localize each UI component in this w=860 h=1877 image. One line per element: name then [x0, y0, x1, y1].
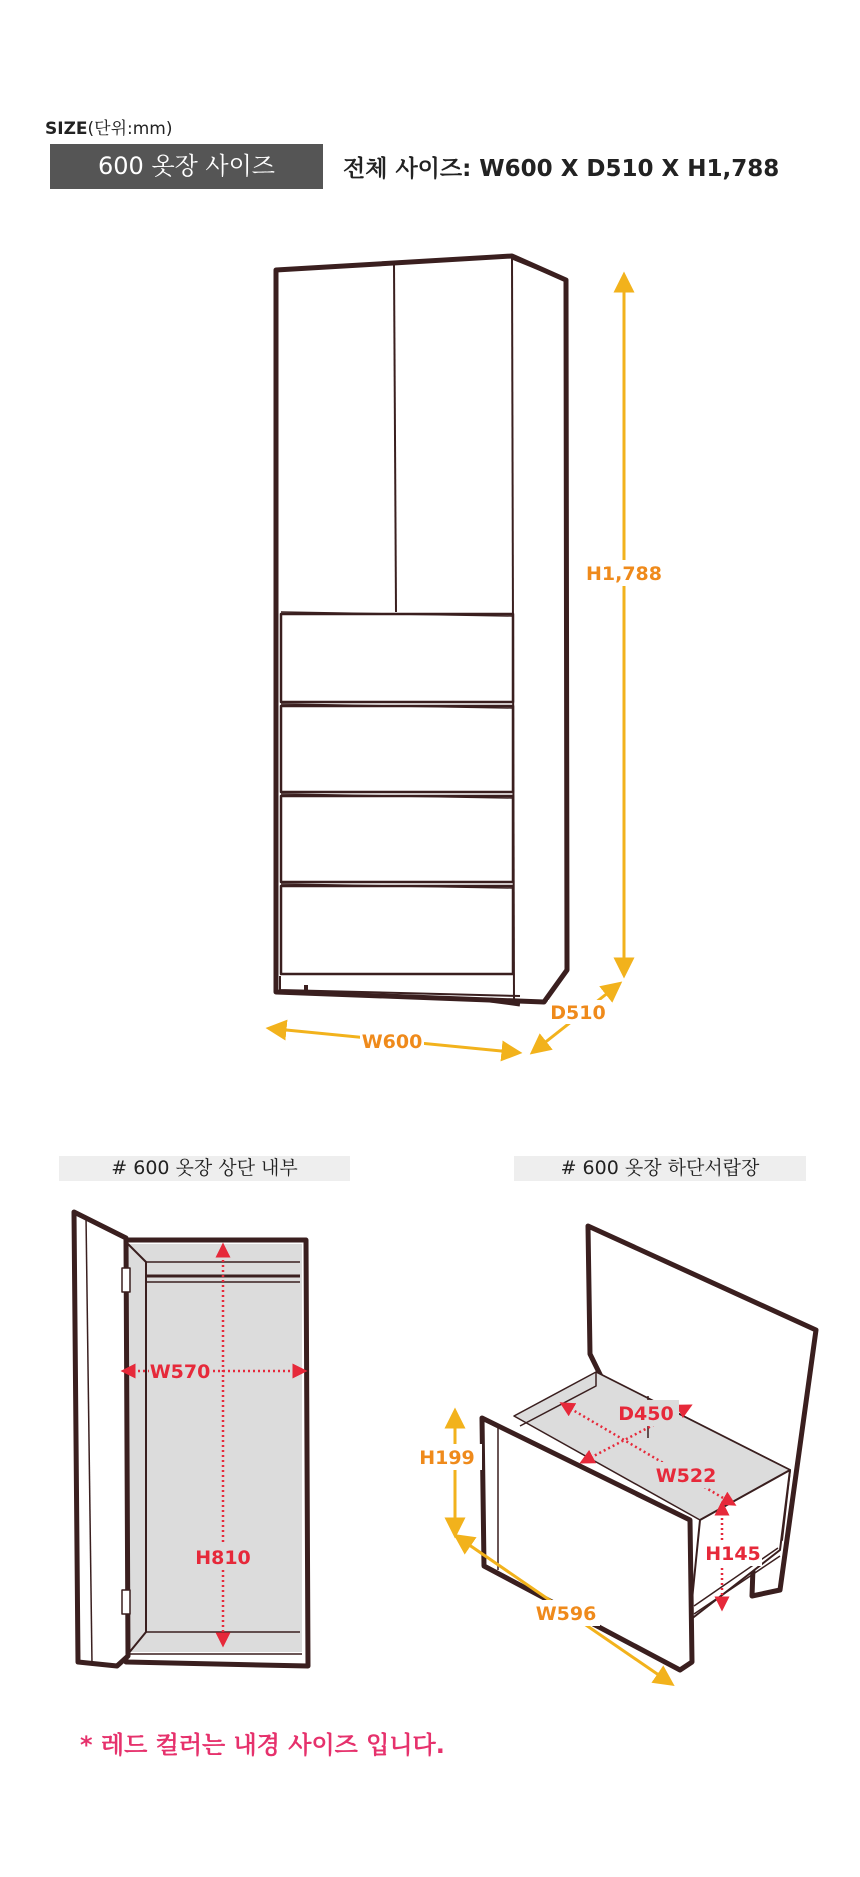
- lower-drawer-title: # 600 옷장 하단서랍장: [514, 1156, 806, 1181]
- width-label: W600: [361, 1031, 423, 1053]
- h810-label: H810: [195, 1547, 251, 1569]
- w570-label: W570: [149, 1361, 211, 1383]
- overall-size-text: 전체 사이즈: W600 X D510 X H1,788: [343, 156, 780, 182]
- h145-label: H145: [705, 1543, 761, 1565]
- h199-label: H199: [419, 1447, 475, 1469]
- size-unit: (단위:mm): [87, 119, 173, 139]
- upper-interior-title: # 600 옷장 상단 내부: [59, 1156, 350, 1181]
- d450-label: D450: [618, 1403, 674, 1425]
- w596-label: W596: [535, 1603, 597, 1625]
- model-tab: 600 옷장 사이즈: [50, 144, 323, 189]
- size-label-bold: SIZE: [45, 119, 88, 139]
- height-label: H1,788: [586, 563, 662, 585]
- depth-label: D510: [550, 1002, 606, 1024]
- upper-interior-illustration: [74, 1212, 308, 1666]
- interior-size-note: * 레드 컬러는 내경 사이즈 입니다.: [80, 1731, 445, 1759]
- wardrobe-body: [276, 256, 567, 1004]
- w522-label: W522: [655, 1465, 717, 1487]
